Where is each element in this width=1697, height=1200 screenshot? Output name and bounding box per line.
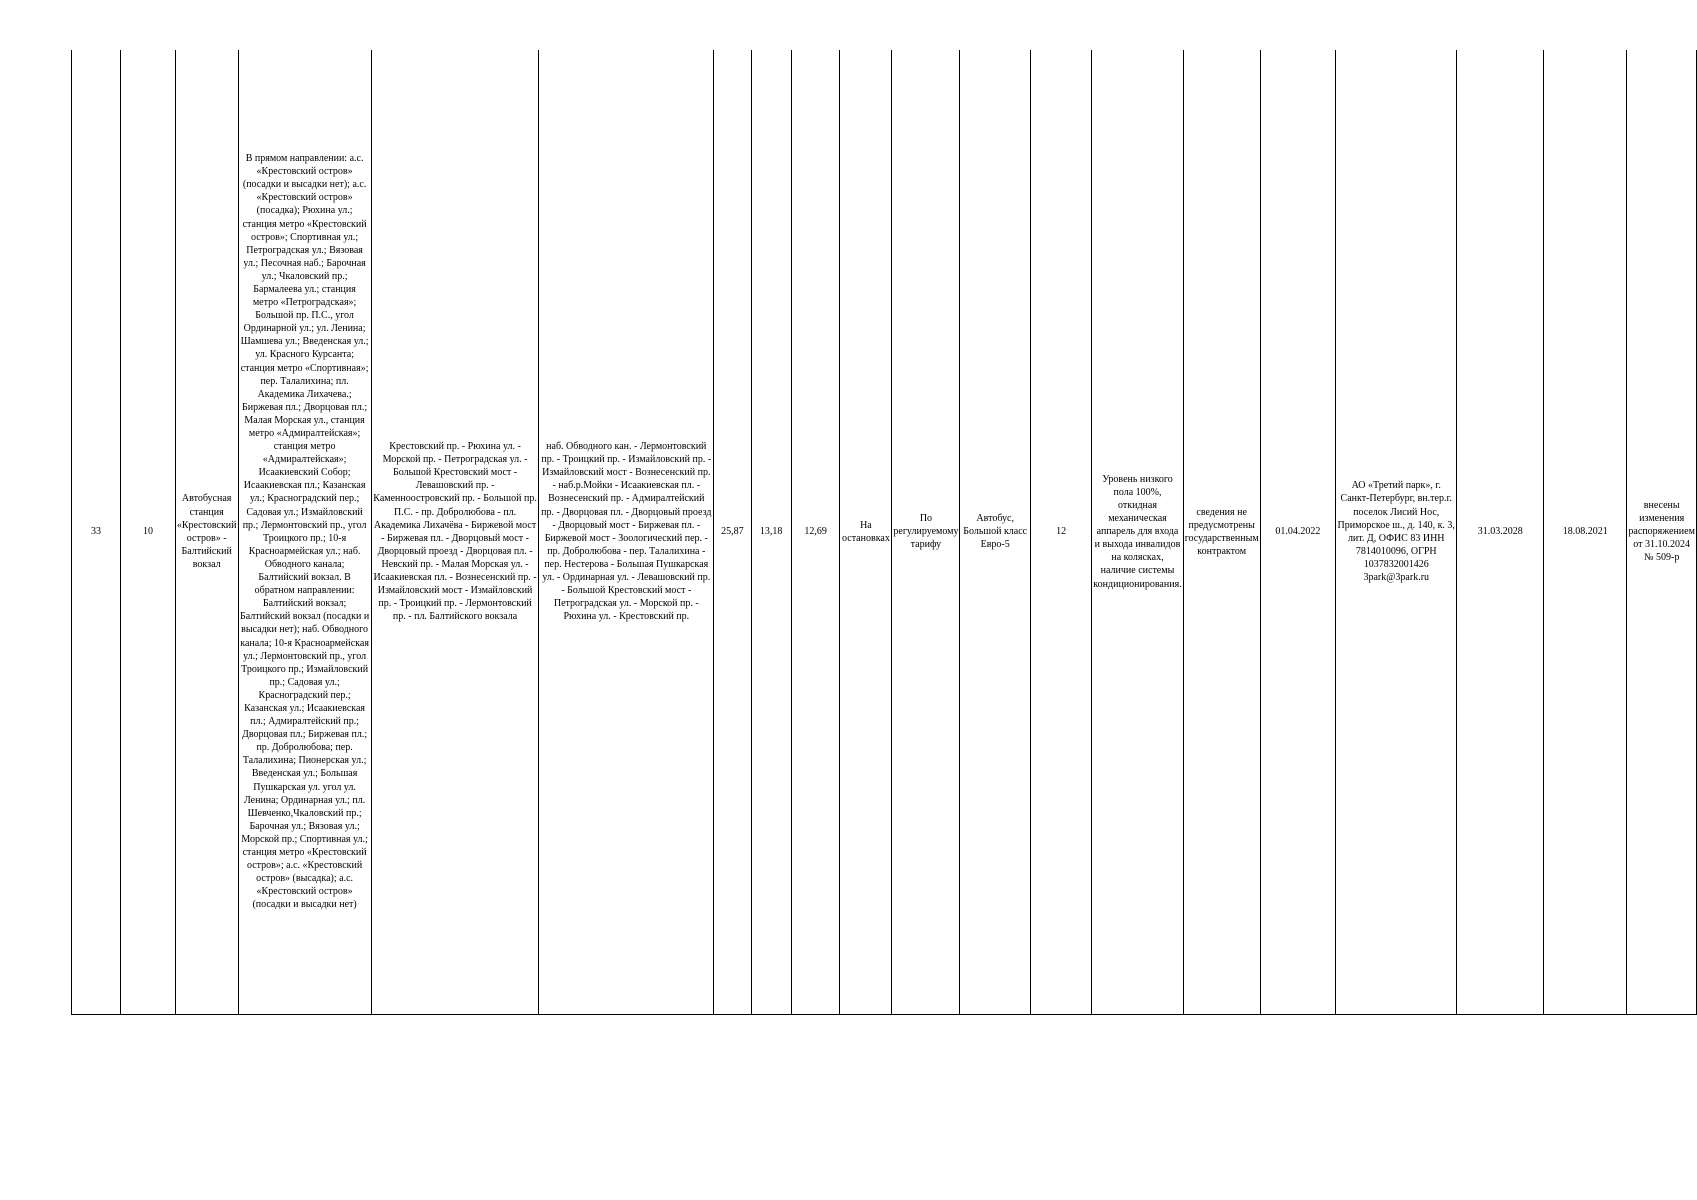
registry-table-wrapper — [71, 50, 1697, 1015]
vehicle-type-cell: Автобус, Большой класс Евро-5 — [960, 50, 1030, 1014]
table-row — [72, 50, 1697, 1014]
start-date-cell: 01.04.2022 — [1260, 50, 1336, 1014]
route-forward-cell: Крестовский пр. - Рюхина ул. - Морской пр. - Петроградская ул. - Большой Крестовский мост - Левашовский пр. - Каменноостровский пр. - Большой пр. П.С. - пр. Добролюбова - пл. Академика Лихачёва - Биржевой мост - Биржевая пл. - Дворцовый мост - Дворцовый проезд - Дворцовая пл. - Невский пр. - Малая Морская ул. - Исаакиевская пл. - Вознесенский пр. - Измайловский мост - Измайловский пр. - Троицкий пр. - Лермонтовский пр. - пл. Балтийского вокзала — [371, 50, 539, 1014]
length-backward-cell: 13,18 — [751, 50, 791, 1014]
registration-number-cell: 33 — [72, 50, 121, 1014]
length-total-cell: 12,69 — [791, 50, 840, 1014]
boarding-order-cell: На остановках — [840, 50, 892, 1014]
tariff-cell: По регулируемому тарифу — [892, 50, 960, 1014]
length-forward-cell: 25,87 — [714, 50, 751, 1014]
vehicle-characteristics-cell: Уровень низкого пола 100%, откидная механическая аппарель для входа и выхода инвалидов на колясках, наличие системы кондиционирования. — [1092, 50, 1183, 1014]
carrier-info-cell: АО «Третий парк», г. Санкт-Петербург, вн.тер.г. поселок Лисий Нос, Приморское ш., д. 140, к. 3, лит. Д, ОФИС 83 ИНН 7814010096, ОГРН 1037832001426 3park@3park.ru — [1336, 50, 1457, 1014]
stops-list-cell: В прямом направлении: а.с. «Крестовский остров» (посадки и высадки нет); а.с. «Крестовский остров» (посадка); Рюхина ул.; станция метро «Крестовский остров»; Спортивная ул.; Петроградская ул.; Вязовая ул.; Песочная наб.; Барочная ул.; Чкаловский пр.; Бармалеева ул.; станция метро «Петроградская»; Большой пр. П.С., угол Ординарной ул.; ул. Ленина; Шамшева ул.; Введенская ул.; ул. Красного Курсанта; станция метро «Спортивная»; пер. Талалихина; пл. Академика Лихачева.; Биржевая пл.; Дворцовая пл.; Малая Морская ул., станция метро «Адмиралтейская»; станция метро «Адмиралтейская»; Исаакиевский Собор; Исаакиевская пл.; Казанская ул.; Красноградский пер.; Садовая ул.; Измайловский пр.; Лермонтовский пр., угол Троицкого пр.; 10-я Красноармейская ул.; наб. Обводного канала; Балтийский вокзал. В обратном направлении: Балтийский вокзал; Балтийский вокзал (посадки и высадки нет); наб. Обводного канала; 10-я Красноармейская ул.; Лермонтовский пр., угол Троицкого пр.; Измайловский пр.; Садовая ул.; Красноградский пер.; Казанская ул.; Исаакиевская пл.; Адмиралтейский пр.; Дворцовая пл.; Биржевая пл.; пр. Добролюбова; пер. Талалихина; Пионерская ул.; Введенская ул.; Большая Пушкарская ул. угол ул. Ленина; Ординарная ул.; пл. Шевченко,Чкаловский пр.; Барочная ул.; Вязовая ул.; Морской пр.; Спортивная ул.; станция метро «Крестовский остров»; а.с. «Крестовский остров» (высадка); а.с. «Крестовский остров» (посадки и высадки нет) — [238, 50, 371, 1014]
route-backward-cell: наб. Обводного кан. - Лермонтовский пр. - Троицкий пр. - Измайловский пр. - Измайловский мост - Вознесенский пр. - наб.р.Мойки - Исаакиевская пл. - Вознесенский пр. - Адмиралтейский пр. - Дворцовая пл. - Дворцовый проезд - Дворцовый мост - Биржевая пл. - Биржевой мост - Зоологический пер. - пр. Добролюбова - пер. Талалихина - пер. Нестерова - Большая Пушкарская ул. - Ординарная ул. - Левашовский пр. - Большой Крестовский мост - Петроградская ул. - Морской пр. - Рюхина ул. - Крестовский пр. — [539, 50, 714, 1014]
contract-info-cell: сведения не предусмотрены государственным контрактом — [1183, 50, 1260, 1014]
route-number-cell: 10 — [121, 50, 176, 1014]
end-date-cell: 31.03.2028 — [1457, 50, 1544, 1014]
vehicle-count-cell: 12 — [1030, 50, 1091, 1014]
route-name-cell: Автобусная станция «Крестовский остров» - Балтийский вокзал — [175, 50, 238, 1014]
second-date-cell: 18.08.2021 — [1544, 50, 1627, 1014]
route-registry-table — [71, 50, 1697, 1015]
note-cell: внесены изменения распоряжением от 31.10.2024 № 509-р — [1627, 50, 1697, 1014]
